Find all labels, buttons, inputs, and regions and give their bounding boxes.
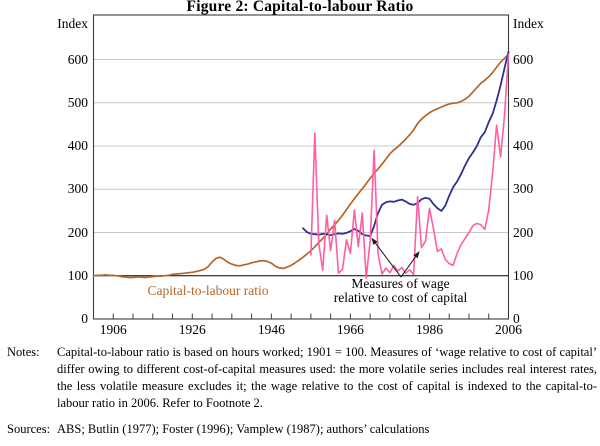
y-tick-label-left-0: 0: [81, 311, 88, 326]
plot-frame: [94, 15, 509, 319]
y-axis-unit-right: Index: [513, 16, 544, 31]
y-tick-label-right-300: 300: [513, 181, 534, 197]
sources-text: ABS; Butlin (1977); Foster (1996); Vamplew (1987); authors’ calculations: [57, 422, 430, 436]
y-tick-label-right-400: 400: [513, 138, 534, 153]
notes-text: Capital-to-labour ratio is based on hours worked; 1901 = 100. Measures of ‘wage relative to cost of capital’ differ owing to different cost-of-capital measures used: the more volatile series includes real interest rates, the less volatile measure excludes it; the wage relative to the cost of capital is indexed to the capital-to-labour ratio in 2006. Refer to Footnote 2.: [57, 345, 597, 410]
notes-label: Notes:: [7, 345, 40, 359]
y-tick-label-left-400: 400: [67, 138, 88, 153]
sources-block: [7, 421, 597, 438]
x-tick-label-1906: 1906: [99, 322, 127, 337]
y-tick-label-left-100: 100: [67, 267, 88, 283]
x-tick-label-1966: 1966: [336, 322, 364, 337]
capital-to-labour-label: Capital-to-labour ratio: [147, 283, 269, 298]
y-tick-label-left-600: 600: [67, 51, 88, 67]
sources-label: Sources:: [7, 422, 51, 436]
wage-measures-label-line1: Measures of wage: [351, 276, 450, 291]
series-line-0: [94, 54, 509, 277]
x-tick-label-2006: 2006: [495, 322, 522, 337]
y-tick-label-left-300: 300: [67, 181, 88, 197]
y-tick-label-left-200: 200: [67, 224, 88, 240]
series-line-2: [311, 54, 509, 278]
y-tick-label-right-200: 200: [513, 224, 534, 240]
x-tick-label-1946: 1946: [257, 322, 285, 337]
wage-measures-label: [310, 277, 491, 304]
y-axis-unit-left: Index: [57, 16, 88, 31]
notes-block: [7, 344, 597, 412]
wage-measures-label-line2: relative to cost of capital: [333, 289, 468, 305]
y-tick-label-right-500: 500: [513, 94, 534, 110]
x-tick-label-1926: 1926: [178, 322, 206, 337]
y-tick-label-right-100: 100: [513, 267, 534, 283]
chart-title: Figure 2: Capital-to-labour Ratio: [186, 0, 414, 15]
x-tick-label-1986: 1986: [416, 322, 443, 337]
y-tick-label-right-600: 600: [513, 51, 534, 67]
y-tick-label-left-500: 500: [67, 94, 88, 110]
y-tick-label-right-0: 0: [513, 311, 520, 326]
series-line-1: [303, 52, 509, 236]
annotation-arrow-head-0: [371, 238, 377, 245]
